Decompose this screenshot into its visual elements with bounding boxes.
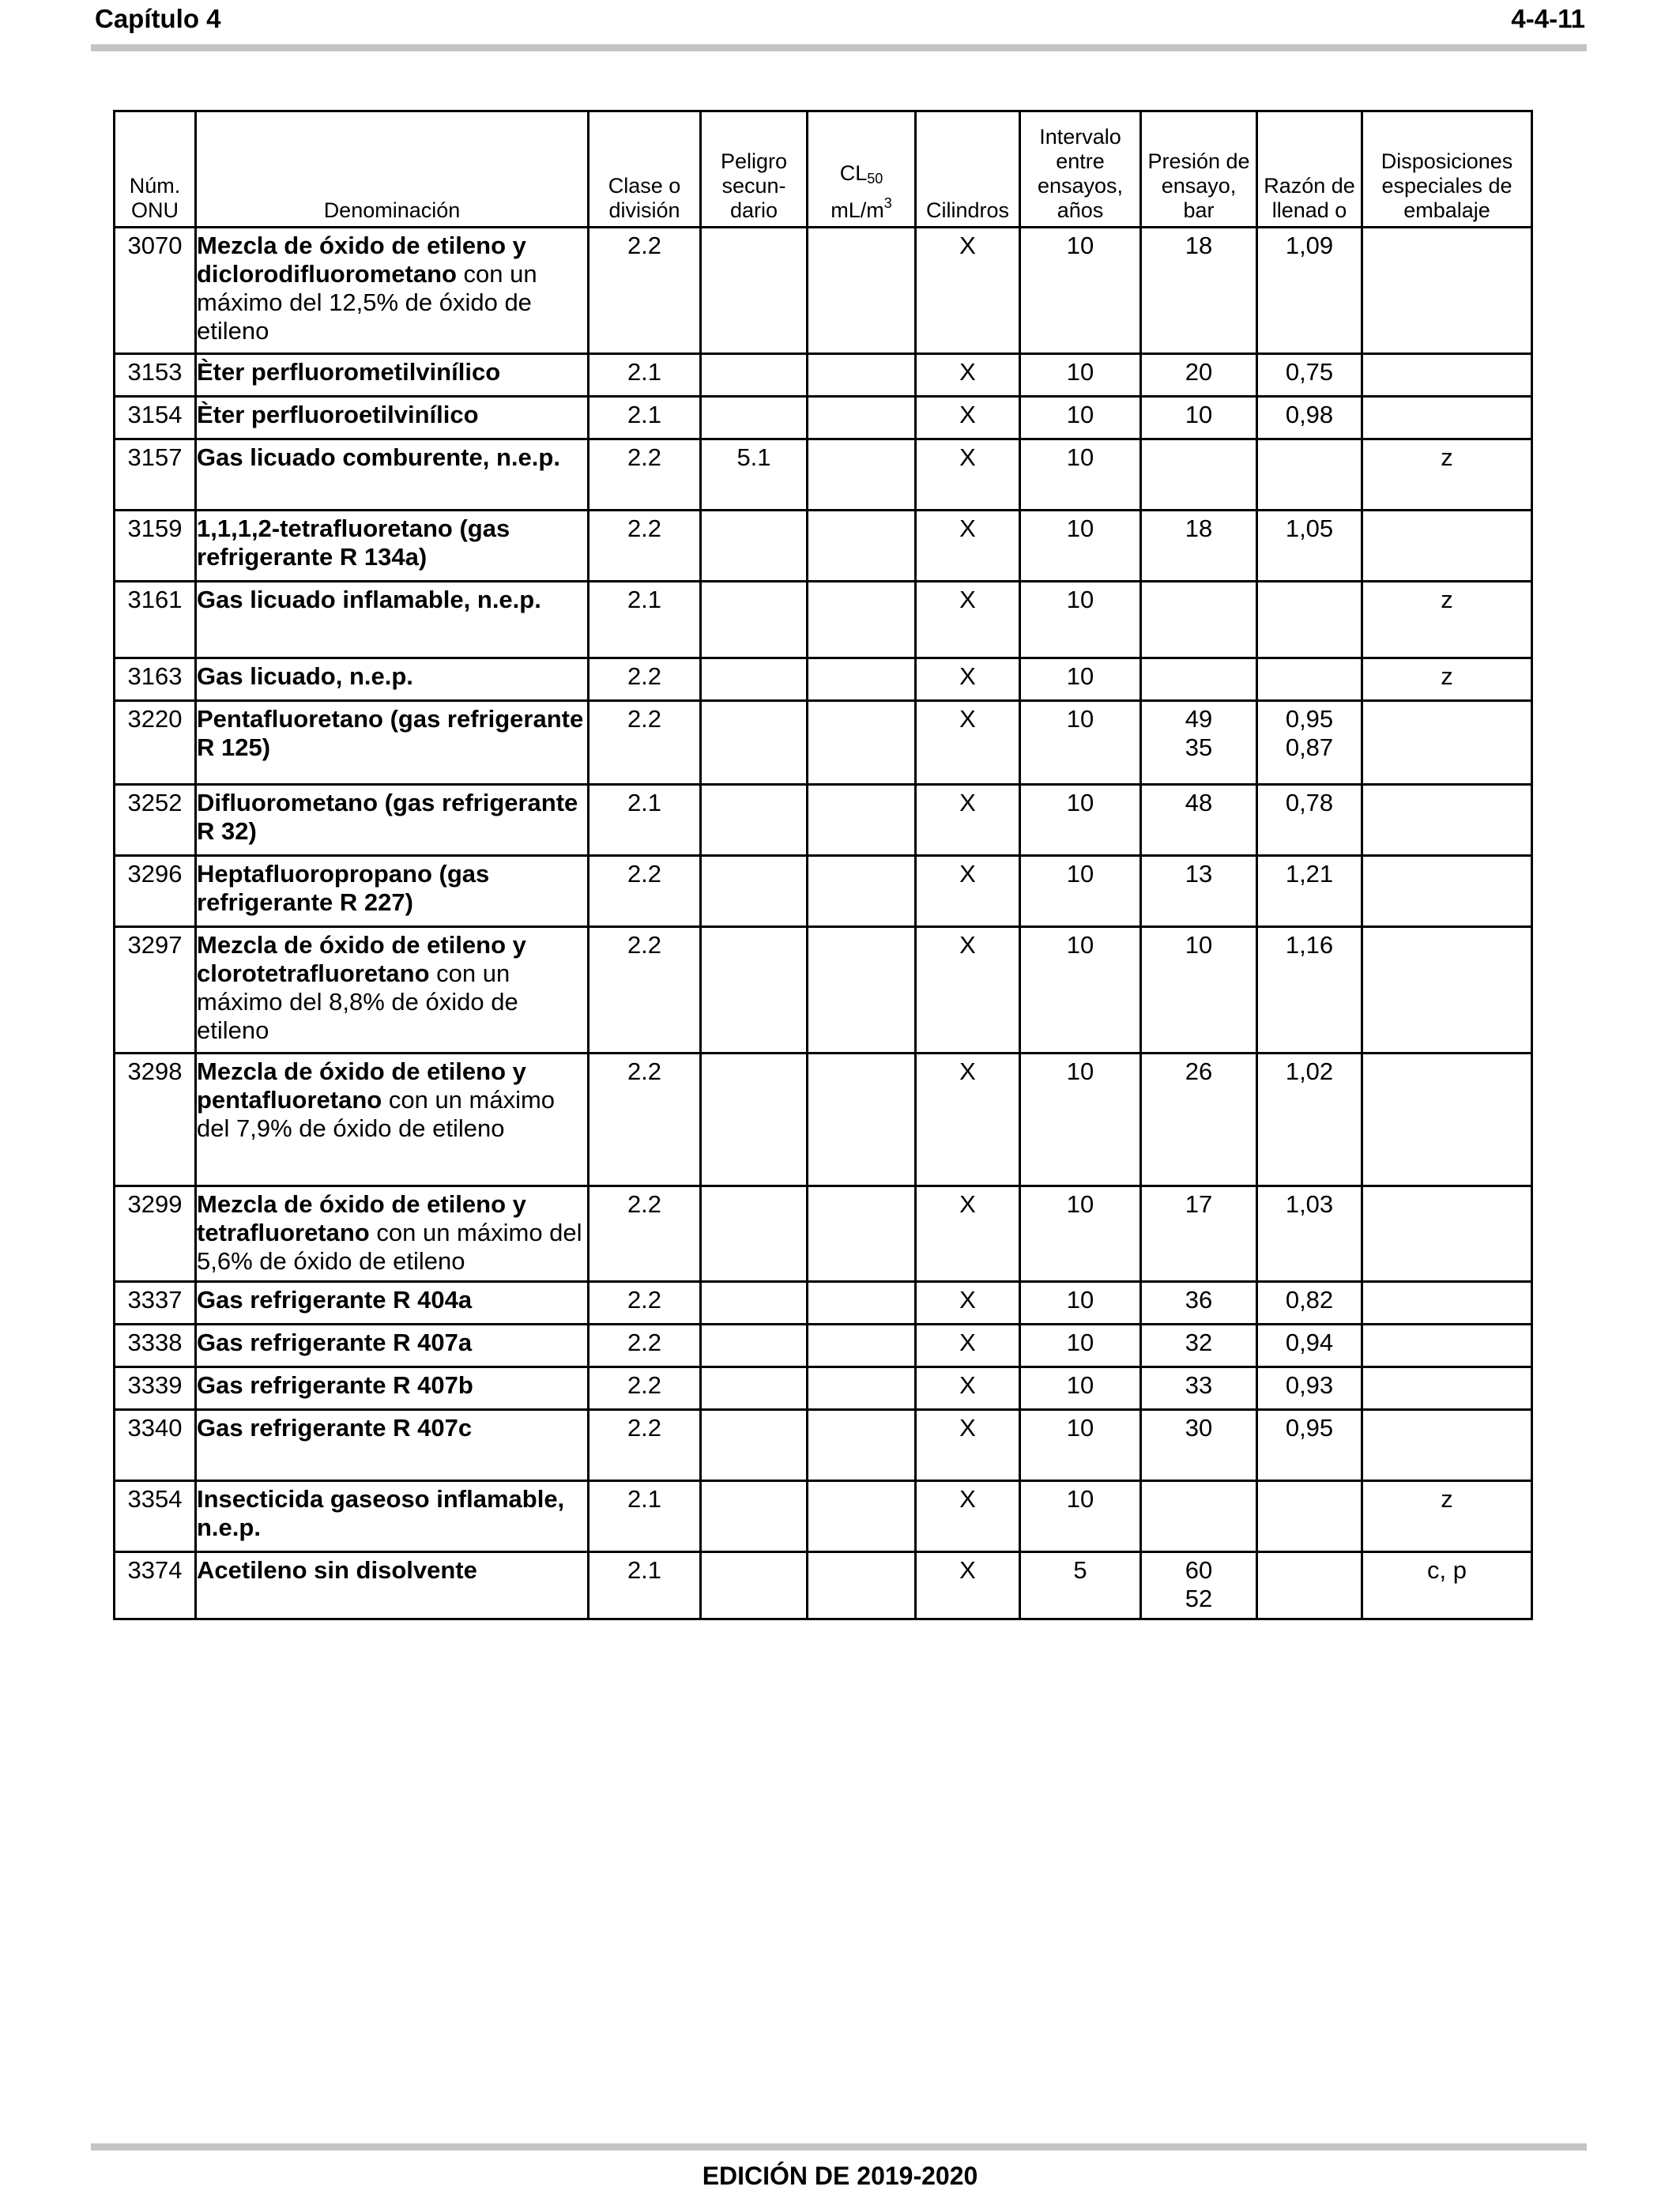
cell-cylinders: X	[916, 582, 1020, 658]
cell-class: 2.1	[589, 582, 701, 658]
cell-special-provisions	[1362, 1410, 1532, 1481]
cell-cylinders: X	[916, 856, 1020, 927]
cell-class: 2.2	[589, 1367, 701, 1410]
cell-lc50	[808, 1282, 916, 1325]
cell-name	[196, 658, 589, 701]
cell-filling-ratio: 0,95	[1257, 1410, 1362, 1481]
cell-special-provisions	[1362, 228, 1532, 354]
cell-lc50	[808, 582, 916, 658]
cell-un-number: 3161	[115, 582, 196, 658]
cell-test-pressure: 30	[1141, 1410, 1257, 1481]
cell-subsidiary-hazard	[701, 1552, 808, 1619]
name-bold: Gas refrigerante R 404a	[197, 1286, 473, 1314]
cell-test-pressure: 60 52	[1141, 1552, 1257, 1619]
cell-subsidiary-hazard	[701, 228, 808, 354]
cell-special-provisions	[1362, 1054, 1532, 1186]
cell-name	[196, 1282, 589, 1325]
cell-class: 2.2	[589, 1325, 701, 1367]
table-row	[115, 927, 1532, 1054]
cell-lc50	[808, 1186, 916, 1282]
cell-cylinders: X	[916, 1552, 1020, 1619]
cell-subsidiary-hazard	[701, 1410, 808, 1481]
cell-subsidiary-hazard	[701, 927, 808, 1054]
cell-subsidiary-hazard	[701, 658, 808, 701]
cell-un-number: 3297	[115, 927, 196, 1054]
cell-cylinders: X	[916, 1325, 1020, 1367]
cell-cylinders: X	[916, 701, 1020, 785]
cell-class: 2.1	[589, 397, 701, 439]
table-row	[115, 228, 1532, 354]
cell-special-provisions	[1362, 354, 1532, 397]
name-bold: Pentafluoretano (gas refrigerante R 125)	[197, 705, 584, 761]
cell-un-number: 3340	[115, 1410, 196, 1481]
cell-lc50	[808, 1481, 916, 1552]
cell-lc50	[808, 511, 916, 582]
cell-special-provisions: z	[1362, 658, 1532, 701]
cell-un-number: 3337	[115, 1282, 196, 1325]
column-header-special-provisions: Disposiciones especiales de embalaje	[1362, 111, 1532, 228]
cell-test-interval: 10	[1020, 785, 1141, 856]
lc50-subscript: 50	[867, 171, 883, 187]
table-row	[115, 701, 1532, 785]
cell-special-provisions	[1362, 856, 1532, 927]
cell-test-interval: 10	[1020, 701, 1141, 785]
table-row	[115, 397, 1532, 439]
table-row	[115, 1410, 1532, 1481]
cell-cylinders: X	[916, 439, 1020, 511]
cell-lc50	[808, 856, 916, 927]
cell-lc50	[808, 1410, 916, 1481]
cell-lc50	[808, 1325, 916, 1367]
cell-test-interval: 10	[1020, 354, 1141, 397]
cell-test-interval: 5	[1020, 1552, 1141, 1619]
cell-test-pressure: 18	[1141, 511, 1257, 582]
cell-name	[196, 354, 589, 397]
cell-special-provisions: z	[1362, 582, 1532, 658]
name-bold: Gas refrigerante R 407b	[197, 1371, 473, 1399]
cell-filling-ratio: 1,09	[1257, 228, 1362, 354]
chapter-title: Capítulo 4	[95, 4, 221, 33]
cell-cylinders: X	[916, 397, 1020, 439]
cell-test-pressure: 10	[1141, 927, 1257, 1054]
cell-filling-ratio: 1,03	[1257, 1186, 1362, 1282]
cell-name	[196, 1410, 589, 1481]
cell-test-pressure: 17	[1141, 1186, 1257, 1282]
name-bold: Èter perfluorometilvinílico	[197, 358, 501, 386]
cell-class: 2.2	[589, 856, 701, 927]
column-header-cylinders: Cilindros	[916, 111, 1020, 228]
cell-subsidiary-hazard	[701, 1481, 808, 1552]
table-row	[115, 1552, 1532, 1619]
cell-filling-ratio: 1,21	[1257, 856, 1362, 927]
cell-class: 2.2	[589, 1054, 701, 1186]
cell-un-number: 3070	[115, 228, 196, 354]
cell-filling-ratio	[1257, 1552, 1362, 1619]
cell-un-number: 3374	[115, 1552, 196, 1619]
cell-filling-ratio: 0,98	[1257, 397, 1362, 439]
cell-class: 2.2	[589, 1410, 701, 1481]
column-header-test-interval: Intervalo entre ensayos, años	[1020, 111, 1141, 228]
cell-name	[196, 582, 589, 658]
cell-un-number: 3159	[115, 511, 196, 582]
name-bold: Mezcla de óxido de etileno y diclorodifluorometano	[197, 232, 526, 288]
cell-un-number: 3163	[115, 658, 196, 701]
cell-subsidiary-hazard	[701, 785, 808, 856]
column-header-class: Clase o división	[589, 111, 701, 228]
column-header-test-pressure: Presión de ensayo, bar	[1141, 111, 1257, 228]
cell-test-interval: 10	[1020, 439, 1141, 511]
cell-test-pressure: 32	[1141, 1325, 1257, 1367]
cell-test-pressure: 13	[1141, 856, 1257, 927]
cell-test-pressure	[1141, 658, 1257, 701]
cell-cylinders: X	[916, 1367, 1020, 1410]
cell-test-pressure: 33	[1141, 1367, 1257, 1410]
cell-cylinders: X	[916, 511, 1020, 582]
cell-un-number: 3298	[115, 1054, 196, 1186]
gas-packing-table	[113, 110, 1533, 1620]
cell-filling-ratio	[1257, 658, 1362, 701]
cell-subsidiary-hazard	[701, 582, 808, 658]
cell-class: 2.2	[589, 228, 701, 354]
cell-lc50	[808, 1367, 916, 1410]
name-bold: Gas licuado inflamable, n.e.p.	[197, 586, 541, 613]
cell-cylinders: X	[916, 927, 1020, 1054]
cell-name	[196, 927, 589, 1054]
cell-test-pressure: 18	[1141, 228, 1257, 354]
cell-name	[196, 701, 589, 785]
name-detail: con un máximo del 5,6% de óxido de etileno	[197, 1219, 582, 1275]
cell-test-interval: 10	[1020, 1325, 1141, 1367]
cell-lc50	[808, 1552, 916, 1619]
cell-un-number: 3354	[115, 1481, 196, 1552]
cell-lc50	[808, 785, 916, 856]
cell-special-provisions	[1362, 701, 1532, 785]
cell-lc50	[808, 701, 916, 785]
table-header-row	[115, 111, 1532, 228]
cell-test-interval: 10	[1020, 511, 1141, 582]
cell-un-number: 3153	[115, 354, 196, 397]
cell-name	[196, 856, 589, 927]
cell-name	[196, 1186, 589, 1282]
cell-test-interval: 10	[1020, 1054, 1141, 1186]
cell-subsidiary-hazard	[701, 701, 808, 785]
name-detail: con un máximo del 8,8% de óxido de etileno	[197, 959, 518, 1044]
cell-subsidiary-hazard	[701, 354, 808, 397]
cell-filling-ratio	[1257, 439, 1362, 511]
table-row	[115, 658, 1532, 701]
table-row	[115, 1282, 1532, 1325]
cell-filling-ratio: 0,95 0,87	[1257, 701, 1362, 785]
cell-class: 2.1	[589, 1481, 701, 1552]
cell-test-pressure: 49 35	[1141, 701, 1257, 785]
cell-class: 2.2	[589, 439, 701, 511]
name-bold: Gas refrigerante R 407a	[197, 1329, 473, 1356]
cell-filling-ratio: 1,05	[1257, 511, 1362, 582]
cell-subsidiary-hazard	[701, 1054, 808, 1186]
table-row	[115, 1054, 1532, 1186]
name-bold: Acetileno sin disolvente	[197, 1556, 477, 1584]
table-row	[115, 1325, 1532, 1367]
cell-filling-ratio: 0,78	[1257, 785, 1362, 856]
cell-cylinders: X	[916, 1186, 1020, 1282]
cell-class: 2.2	[589, 1282, 701, 1325]
cell-test-interval: 10	[1020, 1186, 1141, 1282]
name-detail: con un máximo del 7,9% de óxido de etileno	[197, 1086, 556, 1142]
cell-filling-ratio	[1257, 582, 1362, 658]
cell-class: 2.1	[589, 785, 701, 856]
cell-name	[196, 228, 589, 354]
cell-test-pressure: 20	[1141, 354, 1257, 397]
cell-cylinders: X	[916, 1054, 1020, 1186]
cell-lc50	[808, 1054, 916, 1186]
cell-name	[196, 1054, 589, 1186]
cell-subsidiary-hazard	[701, 511, 808, 582]
cell-name	[196, 1367, 589, 1410]
cell-name	[196, 1552, 589, 1619]
cell-filling-ratio: 0,94	[1257, 1325, 1362, 1367]
cell-test-interval: 10	[1020, 658, 1141, 701]
cell-test-interval: 10	[1020, 927, 1141, 1054]
cell-un-number: 3338	[115, 1325, 196, 1367]
cell-filling-ratio: 1,02	[1257, 1054, 1362, 1186]
cell-filling-ratio: 0,82	[1257, 1282, 1362, 1325]
header-divider	[91, 44, 1587, 51]
name-detail: con un máximo del 12,5% de óxido de etileno	[197, 260, 537, 345]
table-row	[115, 1367, 1532, 1410]
cell-test-interval: 10	[1020, 1367, 1141, 1410]
name-bold: Difluorometano (gas refrigerante R 32)	[197, 789, 578, 845]
cell-special-provisions	[1362, 1186, 1532, 1282]
cell-test-pressure: 48	[1141, 785, 1257, 856]
cell-test-pressure	[1141, 582, 1257, 658]
name-bold: Gas licuado, n.e.p.	[197, 662, 413, 690]
table-row	[115, 354, 1532, 397]
cell-class: 2.1	[589, 354, 701, 397]
cell-name	[196, 511, 589, 582]
cell-test-interval: 10	[1020, 228, 1141, 354]
name-bold: Èter perfluoroetilvinílico	[197, 401, 479, 428]
cell-test-pressure: 26	[1141, 1054, 1257, 1186]
cell-special-provisions	[1362, 511, 1532, 582]
cell-test-interval: 10	[1020, 1410, 1141, 1481]
cell-lc50	[808, 228, 916, 354]
cell-lc50	[808, 927, 916, 1054]
cell-test-interval: 10	[1020, 582, 1141, 658]
column-header-name: Denominación	[196, 111, 589, 228]
cell-subsidiary-hazard	[701, 1325, 808, 1367]
cell-cylinders: X	[916, 1481, 1020, 1552]
cell-name	[196, 397, 589, 439]
name-bold: Gas refrigerante R 407c	[197, 1414, 473, 1442]
cell-test-interval: 10	[1020, 397, 1141, 439]
cell-un-number: 3220	[115, 701, 196, 785]
cell-subsidiary-hazard	[701, 1282, 808, 1325]
cell-class: 2.2	[589, 658, 701, 701]
lc50-exponent: 3	[883, 195, 892, 211]
cell-class: 2.2	[589, 701, 701, 785]
cell-name	[196, 785, 589, 856]
cell-test-interval: 10	[1020, 1282, 1141, 1325]
cell-special-provisions: z	[1362, 439, 1532, 511]
cell-filling-ratio	[1257, 1481, 1362, 1552]
cell-special-provisions	[1362, 927, 1532, 1054]
cell-class: 2.2	[589, 511, 701, 582]
cell-class: 2.2	[589, 1186, 701, 1282]
name-bold: Mezcla de óxido de etileno y pentafluoretano	[197, 1057, 526, 1114]
cell-cylinders: X	[916, 785, 1020, 856]
cell-class: 2.1	[589, 1552, 701, 1619]
table-row	[115, 439, 1532, 511]
cell-subsidiary-hazard	[701, 856, 808, 927]
name-bold: Insecticida gaseoso inflamable, n.e.p.	[197, 1485, 565, 1541]
cell-un-number: 3339	[115, 1367, 196, 1410]
cell-test-pressure	[1141, 439, 1257, 511]
cell-name	[196, 439, 589, 511]
cell-cylinders: X	[916, 354, 1020, 397]
cell-subsidiary-hazard: 5.1	[701, 439, 808, 511]
column-header-filling-ratio: Razón de llenad o	[1257, 111, 1362, 228]
cell-filling-ratio: 0,75	[1257, 354, 1362, 397]
name-bold: Mezcla de óxido de etileno y tetrafluoretano	[197, 1190, 526, 1246]
cell-special-provisions	[1362, 1325, 1532, 1367]
cell-special-provisions	[1362, 785, 1532, 856]
table-body	[115, 228, 1532, 1619]
name-bold: Gas licuado comburente, n.e.p.	[197, 443, 560, 471]
page-reference: 4-4-11	[1511, 4, 1585, 33]
cell-test-interval: 10	[1020, 1481, 1141, 1552]
name-bold: Mezcla de óxido de etileno y clorotetrafluoretano	[197, 931, 526, 987]
table-row	[115, 856, 1532, 927]
cell-special-provisions	[1362, 1282, 1532, 1325]
cell-un-number: 3252	[115, 785, 196, 856]
cell-cylinders: X	[916, 658, 1020, 701]
cell-cylinders: X	[916, 1282, 1020, 1325]
column-header-subsidiary-hazard: Peligro secun- dario	[701, 111, 808, 228]
cell-un-number: 3154	[115, 397, 196, 439]
cell-subsidiary-hazard	[701, 397, 808, 439]
column-header-un-number: Núm. ONU	[115, 111, 196, 228]
table-row	[115, 1186, 1532, 1282]
cell-special-provisions	[1362, 1367, 1532, 1410]
table-row	[115, 582, 1532, 658]
lc50-unit: mL/m	[831, 198, 884, 222]
cell-test-interval: 10	[1020, 856, 1141, 927]
cell-test-pressure: 36	[1141, 1282, 1257, 1325]
cell-lc50	[808, 439, 916, 511]
cell-cylinders: X	[916, 228, 1020, 354]
cell-special-provisions: z	[1362, 1481, 1532, 1552]
cell-cylinders: X	[916, 1410, 1020, 1481]
table-row	[115, 511, 1532, 582]
cell-subsidiary-hazard	[701, 1367, 808, 1410]
edition-footer: EDICIÓN DE 2019-2020	[702, 2162, 978, 2190]
name-bold: Heptafluoropropano (gas refrigerante R 227)	[197, 860, 490, 916]
cell-un-number: 3157	[115, 439, 196, 511]
footer-divider	[91, 2143, 1587, 2151]
cell-class: 2.2	[589, 927, 701, 1054]
cell-test-pressure: 10	[1141, 397, 1257, 439]
cell-test-pressure	[1141, 1481, 1257, 1552]
cell-un-number: 3299	[115, 1186, 196, 1282]
cell-special-provisions: c, p	[1362, 1552, 1532, 1619]
cell-special-provisions	[1362, 397, 1532, 439]
table-row	[115, 785, 1532, 856]
cell-filling-ratio: 1,16	[1257, 927, 1362, 1054]
cell-name	[196, 1481, 589, 1552]
cell-filling-ratio: 0,93	[1257, 1367, 1362, 1410]
table-row	[115, 1481, 1532, 1552]
column-header-lc50	[808, 111, 916, 228]
cell-un-number: 3296	[115, 856, 196, 927]
cell-name	[196, 1325, 589, 1367]
cell-lc50	[808, 658, 916, 701]
lc50-label: CL	[839, 161, 868, 185]
cell-subsidiary-hazard	[701, 1186, 808, 1282]
cell-lc50	[808, 354, 916, 397]
name-bold: 1,1,1,2-tetrafluoretano (gas refrigerante R 134a)	[197, 515, 510, 571]
cell-lc50	[808, 397, 916, 439]
